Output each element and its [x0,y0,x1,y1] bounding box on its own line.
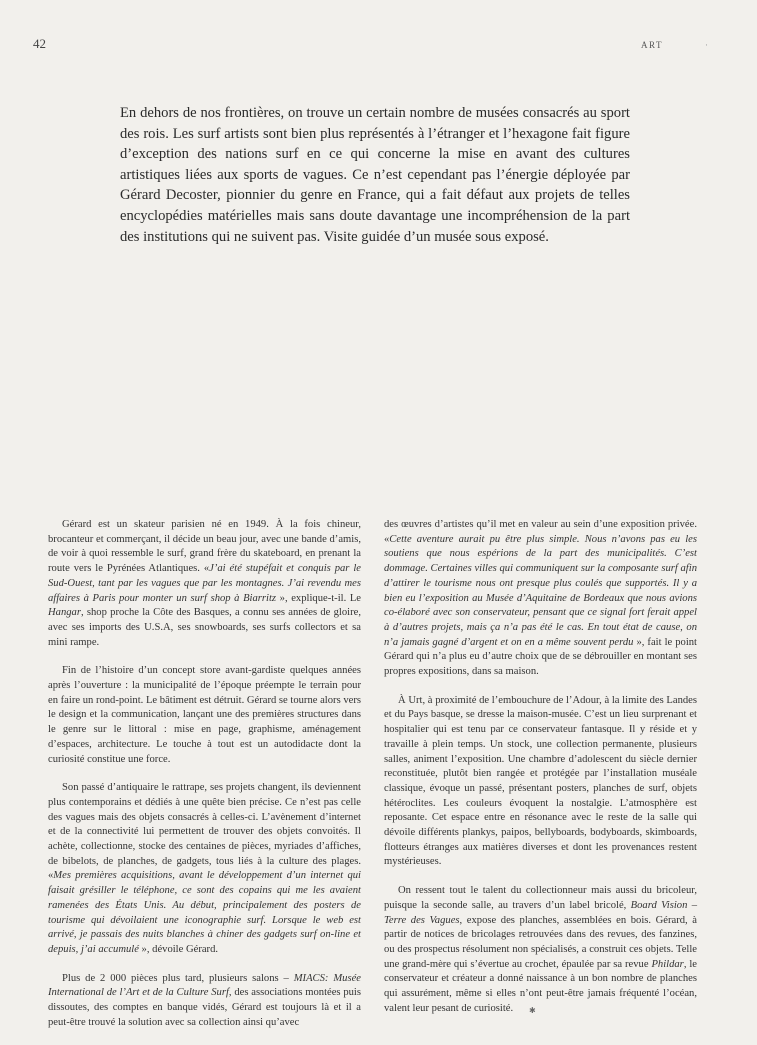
right-paragraph-1: des œuvres d’artistes qu’il met en valeur au sein d’une exposition privée. «Cette aventure aurait pu être plus simple. Nous n’avons pas eu les soutiens que nous espérions de la part des municipalités. C’est dommage. Certaines villes qui communiquent sur la composante surf afin d’attirer le tourisme nous ont presque plus coulés que supportés. Il y a bien eu l’exposition au Musée d’Aquitaine de Bordeaux que nous avions co-élaboré avec son conservateur, pensant que ce signal fort ferait appel à d’autres projets, mais ça n’a pas été le cas. En tout état de cause, on n’a jamais gagné d’argent et on en a même souvent perdu », fait le point Gérard qui n’a plus eu d’autre choix que de se débrouiller en montant ses propres expositions, dans sa maison. [384,519,698,678]
left-paragraph-3: Son passé d’antiquaire le rattrape, ses projets changent, ils deviennent plus contemporains et dédiés à une quête bien précise. Ce n’est pas celle des vagues mais des objets consacrés à celles-ci. L’avènement d’internet et de la connectivité lui permettent de trouver des objets convoités. Il achète, collectionne, stocke des centaines de pièces, myriades d’affiches, de bibelots, de planches, de gadgets, tous liés à la culture des plages. «Mes premières acquisitions, avant le développement d’un internet qui faisait grésiller le téléphone, ce sont des copains qui me les avaient ramenées des États Unis. Au début, principalement des posters de tourisme qui dévoilaient une iconographie surf. Lorsque le web est arrivé, je passais des nuits blanches à chiner des gadgets surf on-line et depuis, j’ai accumulé », dévoile Gérard. [48,782,361,955]
end-mark-icon: ✱ [529,1006,536,1015]
left-paragraph-1: Gérard est un skateur parisien né en 1949. À la fois chineur, brocanteur et commerçant, il décide un beau jour, avec une bande d’amis, de voir à quoi ressemble le surf, grand frère du skateboard, en prenant la route vers le Pyrénées Atlantiques. «J’ai été stupéfait et conquis par le Sud-Ouest, tant par les vagues que par les montagnes. J’ai revendu mes affaires à Paris pour monter un surf shop à Biarritz », explique-t-il. Le Hangar, shop proche la Côte des Basques, a connu ses années de gloire, avec ses imports des U.S.A, ses snowboards, ses surfs collectors et sa mini rampe. [48,519,362,648]
intro-text: En dehors de nos frontières, on trouve un certain nombre de musées consacrés au sport des rois. Les surf artists sont bien plus représentés à l’étranger et l’hexagone fait figure d’exception des nations surf en ce qui concerne la mise en avant des cultures artistiques liées aux sports de vagues. Ce n’est cependant pas l’énergie déployée par Gérard Decoster, pionnier du genre en France, qui a fait défaut aux projets de telles encyclopédies matérielles mais sans doute davantage une incompréhension de la part des institutions qui ne suivent pas. Visite guidée d’un musée sous exposé. [120,105,630,245]
section-label: ART [641,40,663,50]
left-paragraph-4: Plus de 2 000 pièces plus tard, plusieurs salons – MIACS: Musée International de l’Art et de la Culture Surf, des associations montées puis dissoutes, des comptes en banque vidés, Gérard est toujours là et il a peut-être trouvé la solution avec sa collection ainsi qu’avec [48,972,361,1028]
section-dot-icon: · [705,40,708,50]
intro-paragraph [120,103,630,247]
right-paragraph-2: À Urt, à proximité de l’embouchure de l’Adour, à la limite des Landes et du Pays basque, se dresse la maison-musée. C’est un lieu surprenant et hospitalier qui est tenu par ce conservateur fantasque. Il y réside et y travaille à plein temps. Un stock, une collection permanente, plusieurs salles, animent l’exposition. Une chambre d’adolescent du siècle dernier reconstituée, plutôt bien rangée et protégée par l’installation muséale classique, évoque un passé, présentant posters, planches de surf, objets hétéroclites. Les couleurs évoquent la nostalgie. L’atmosphère est reposante. Cet espace entre en résonance avec le reste de la salle qui dévoile différents plankys, paipos, bellyboards, bodyboards, skimboards, flotteurs étranges aux matières diverses et dont les provenances restent mystérieuses. [384,694,697,868]
page-number: 42 [33,36,46,51]
right-column [384,518,697,1031]
right-paragraph-3: On ressent tout le talent du collectionneur mais aussi du bricoleur, puisque la seconde salle, au travers d’un label bricolé, Board Vision – Terre des Vagues, expose des planches, assemblées en bois. Gérard, à partir de notices de bricolages retrouvées dans des revues, des fanzines, ou des prospectus résolument non spécialisés, a construit ces objets. Telle une grand-mère qui s’évertue au crochet, épaulée par sa revue Phildar, le conservateur et créateur a donné naissance à un bon nombre de planches qui assurément, même si elles n’ont peut-être jamais fréquenté l’océan, valent leur pesant de curiosité. [384,885,698,1014]
left-paragraph-2: Fin de l’histoire d’un concept store avant-gardiste quelques années après l’ouverture : la municipalité de l’époque préempte le terrain pour en faire un rond-point. Le bâtiment est détruit. Gérard se tourne alors vers le design et la communication, lançant une des premières structures dans le genre sur le littoral : mise en page, graphisme, aménagement d’espaces, architecture. Le touche à tout est un autodidacte dont la curiosité constitue une force. [48,665,361,765]
left-column [48,518,361,1045]
